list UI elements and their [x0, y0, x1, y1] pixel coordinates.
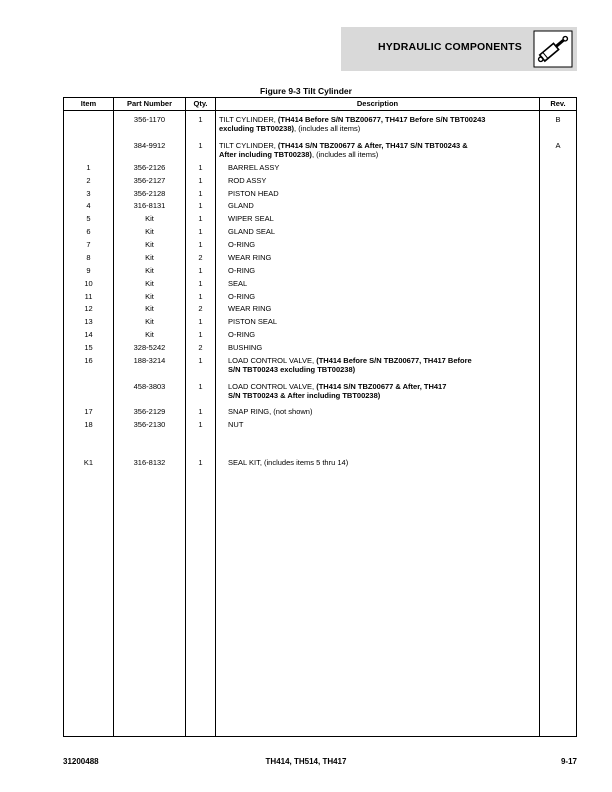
- row-quantity: 1: [198, 189, 203, 198]
- footer-page-number: 9-17: [560, 757, 577, 766]
- row-item-number: 16: [84, 356, 93, 365]
- row-part-number: Kit: [145, 214, 154, 223]
- footer-models: TH414, TH514, TH417: [265, 757, 347, 766]
- row-part-number: 188-3214: [133, 356, 166, 365]
- row-item-number: 4: [86, 201, 91, 210]
- row-description: BUSHING: [228, 343, 263, 352]
- row-description: SEAL KIT, (includes items 5 thru 14): [228, 458, 349, 467]
- description-serial-range: (TH414 Before S/N TBZ00677, TH417 Before S/N TBT00243: [277, 115, 486, 124]
- row-quantity: 2: [198, 253, 203, 262]
- row-quantity: 1: [198, 240, 203, 249]
- column-divider: [215, 98, 216, 736]
- row-quantity: 1: [198, 201, 203, 210]
- row-description: WIPER SEAL: [228, 214, 274, 223]
- row-part-number: 356-1170: [133, 115, 166, 124]
- row-quantity: 1: [198, 163, 203, 172]
- description-serial-range: (TH414 S/N TBZ00677 & After, TH417: [316, 382, 447, 391]
- row-quantity: 1: [198, 407, 203, 416]
- row-item-number: 9: [86, 266, 91, 275]
- row-description: GLAND: [228, 201, 254, 210]
- table-header: [64, 98, 576, 111]
- row-part-number: 316-8131: [133, 201, 166, 210]
- row-description: GLAND SEAL: [228, 227, 276, 236]
- row-description: BARREL ASSY: [228, 163, 280, 172]
- row-description: [228, 356, 548, 374]
- description-serial-range-cont: S/N TBT00243 excluding TBT00238): [228, 365, 356, 374]
- row-description: [228, 382, 548, 400]
- row-part-number: 356-2130: [133, 420, 166, 429]
- row-part-number: 384-9912: [133, 141, 166, 150]
- hydraulic-cylinder-icon: [533, 30, 573, 68]
- row-item-number: 10: [84, 279, 93, 288]
- row-part-number: 356-2128: [133, 189, 166, 198]
- row-item-number: 12: [84, 304, 93, 313]
- description-lead: LOAD CONTROL VALVE,: [228, 356, 317, 365]
- row-part-number: 458-3803: [133, 382, 166, 391]
- row-quantity: 1: [198, 420, 203, 429]
- description-lead: LOAD CONTROL VALVE,: [228, 382, 317, 391]
- row-item-number: 13: [84, 317, 93, 326]
- row-quantity: 1: [198, 227, 203, 236]
- row-quantity: 1: [198, 356, 203, 365]
- row-description: PISTON HEAD: [228, 189, 279, 198]
- row-quantity: 2: [198, 304, 203, 313]
- row-quantity: 1: [198, 458, 203, 467]
- row-description: PISTON SEAL: [228, 317, 278, 326]
- row-quantity: 2: [198, 343, 203, 352]
- row-quantity: 1: [198, 266, 203, 275]
- row-item-number: 6: [86, 227, 91, 236]
- description-serial-range-cont: After including TBT00238): [219, 150, 312, 159]
- row-revision: A: [555, 141, 561, 150]
- row-item-number: 7: [86, 240, 91, 249]
- row-quantity: 1: [198, 330, 203, 339]
- row-description: O-RING: [228, 330, 256, 339]
- row-description: O-RING: [228, 240, 256, 249]
- row-quantity: 1: [198, 115, 203, 124]
- description-lead: TILT CYLINDER,: [219, 141, 278, 150]
- column-header-rev: Rev.: [550, 99, 566, 108]
- description-note: , (includes all items): [311, 150, 379, 159]
- row-description: O-RING: [228, 292, 256, 301]
- parts-table: [63, 97, 577, 737]
- row-quantity: 1: [198, 176, 203, 185]
- row-item-number: 18: [84, 420, 93, 429]
- row-item-number: 17: [84, 407, 93, 416]
- row-item-number: 8: [86, 253, 91, 262]
- row-item-number: 2: [86, 176, 91, 185]
- row-quantity: 1: [198, 317, 203, 326]
- row-quantity: 1: [198, 141, 203, 150]
- row-part-number: 316-8132: [133, 458, 166, 467]
- column-header-qty: Qty.: [193, 99, 208, 108]
- row-item-number: 3: [86, 189, 91, 198]
- row-item-number: 1: [86, 163, 91, 172]
- row-part-number: 356-2126: [133, 163, 166, 172]
- row-quantity: 1: [198, 292, 203, 301]
- row-description: WEAR RING: [228, 304, 272, 313]
- row-item-number: 15: [84, 343, 93, 352]
- row-item-number: 14: [84, 330, 93, 339]
- row-part-number: Kit: [145, 292, 154, 301]
- column-header-description: Description: [356, 99, 399, 108]
- footer-doc-number: 31200488: [63, 757, 99, 766]
- row-description: NUT: [228, 420, 244, 429]
- description-serial-range: (TH414 S/N TBZ00677 & After, TH417 S/N TBT00243 &: [277, 141, 468, 150]
- row-part-number: Kit: [145, 240, 154, 249]
- row-part-number: Kit: [145, 304, 154, 313]
- description-serial-range-cont: S/N TBT00243 & After including TBT00238): [228, 391, 381, 400]
- row-part-number: Kit: [145, 227, 154, 236]
- description-note: , (includes all items): [294, 124, 361, 133]
- row-description: [219, 141, 539, 159]
- row-description: WEAR RING: [228, 253, 272, 262]
- row-part-number: 356-2129: [133, 407, 166, 416]
- row-description: ROD ASSY: [228, 176, 267, 185]
- row-part-number: 328-5242: [133, 343, 166, 352]
- row-item-number: K1: [83, 458, 94, 467]
- section-title: HYDRAULIC COMPONENTS: [378, 41, 523, 53]
- row-part-number: 356-2127: [133, 176, 166, 185]
- row-revision: B: [555, 115, 561, 124]
- row-quantity: 1: [198, 382, 203, 391]
- description-serial-range-cont: excluding TBT00238): [219, 124, 295, 133]
- row-part-number: Kit: [145, 266, 154, 275]
- row-part-number: Kit: [145, 253, 154, 262]
- row-description: SNAP RING, (not shown): [228, 407, 313, 416]
- row-part-number: Kit: [145, 279, 154, 288]
- row-quantity: 1: [198, 279, 203, 288]
- row-description: O-RING: [228, 266, 256, 275]
- description-serial-range: (TH414 Before S/N TBZ00677, TH417 Before: [316, 356, 472, 365]
- column-header-item: Item: [80, 99, 97, 108]
- row-description: SEAL: [228, 279, 248, 288]
- figure-title: Figure 9-3 Tilt Cylinder: [260, 86, 352, 96]
- row-quantity: 1: [198, 214, 203, 223]
- row-item-number: 11: [84, 292, 93, 301]
- row-part-number: Kit: [145, 317, 154, 326]
- column-header-part-number: Part Number: [126, 99, 172, 108]
- row-description: [219, 115, 539, 133]
- row-part-number: Kit: [145, 330, 154, 339]
- description-lead: TILT CYLINDER,: [219, 115, 278, 124]
- row-item-number: 5: [86, 214, 91, 223]
